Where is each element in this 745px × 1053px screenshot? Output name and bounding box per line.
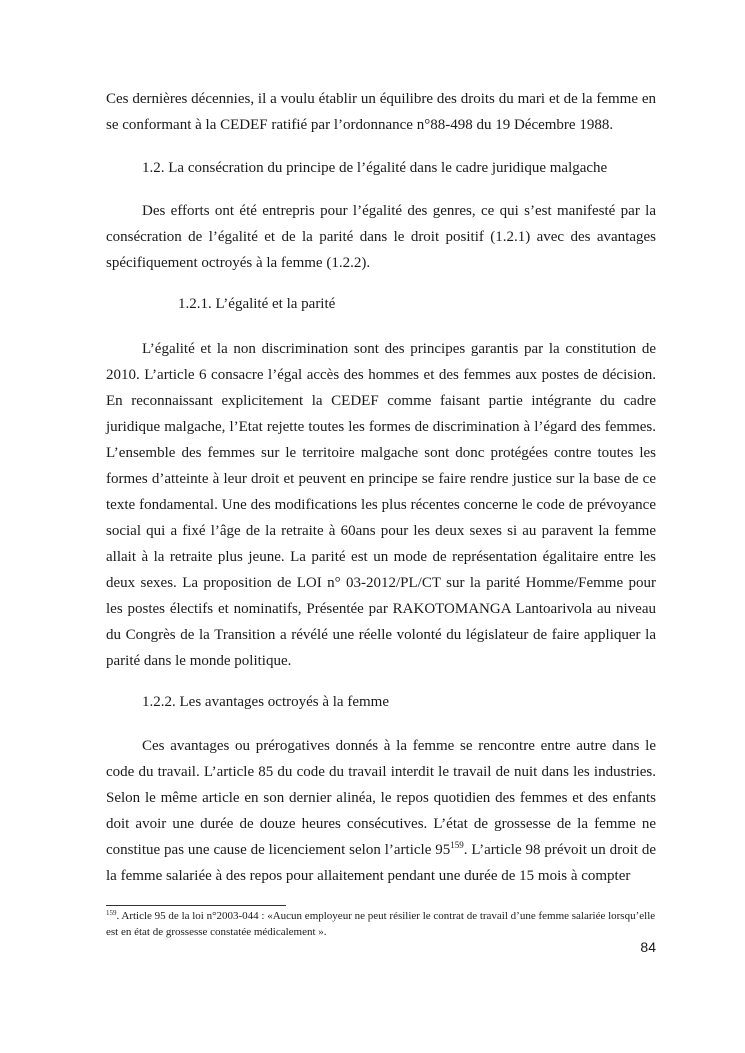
heading-1-2: 1.2. La consécration du principe de l’égalité dans le cadre juridique malgache	[142, 160, 608, 176]
paragraph-text-part: . L’article 98 prévoit un droit de la femme salariée à des repos pour allaitement pendant une durée de 15 mois à compter	[106, 842, 656, 884]
page-number: 84	[640, 939, 656, 955]
footnote-ref: 159	[450, 840, 464, 850]
footnote-separator	[106, 905, 286, 906]
paragraph-egalite	[106, 336, 656, 674]
paragraph-text: L’égalité et la non discrimination sont des principes garantis par la constitution de 2010. L’article 6 consacre l’égal accès des hommes et des femmes aux postes de décision. En reconnaissant explicitement la CEDEF comme faisant partie intégrante du cadre juridique malgache, l’Etat rejette toutes les formes de discrimination à l’égard des femmes. L’ensemble des femmes sur le territoire malgache sont donc protégées contre toutes les formes d’atteinte à leur droit et peuvent en principe se faire rendre justice sur la base de ce texte fondamental. Une des modifications les plus récentes concerne le code de prévoyance social qui a fixé l’âge de la retraite à 60ans pour les deux sexes si au paravent la femme allait à la retraite plus jeune. La parité est un mode de représentation égalitaire entre les deux sexes. La proposition de LOI n° 03-2012/PL/CT sur la parité Homme/Femme pour les postes électifs et nominatifs, Présentée par RAKOTOMANGA Lantoarivola au niveau du Congrès de la Transition a révélé une réelle volonté du législateur de faire appliquer la parité dans le monde politique.	[106, 341, 656, 669]
paragraph-text: Des efforts ont été entrepris pour l’égalité des genres, ce qui s’est manifesté par la consécration de l’égalité et de la parité dans le droit positif (1.2.1) avec des avantages spécifiquement octroyés à la femme (1.2.2).	[106, 203, 656, 271]
heading-1-2-2: 1.2.2. Les avantages octroyés à la femme	[142, 694, 389, 710]
paragraph-avantages	[106, 733, 656, 889]
paragraph-text: Ces dernières décennies, il a voulu établir un équilibre des droits du mari et de la femme en se conformant à la CEDEF ratifié par l’ordonnance n°88-498 du 19 Décembre 1988.	[106, 91, 656, 133]
footnote-number: 159	[106, 909, 117, 917]
heading-1-2-1: 1.2.1. L’égalité et la parité	[178, 296, 336, 312]
paragraph-efforts	[106, 198, 656, 276]
footnote	[106, 908, 656, 940]
footnote-text: . Article 95 de la loi n°2003-044 : «Aucun employeur ne peut résilier le contrat de travail d’une femme salariée lorsqu’elle est en état de grossesse constatée médicalement ».	[106, 910, 656, 938]
paragraph-text-part: Ces avantages ou prérogatives donnés à la femme se rencontre entre autre dans le code du travail. L’article 85 du code du travail interdit le travail de nuit dans les industries. Selon le même article en son dernier alinéa, le repos quotidien des femmes et des enfants doit avoir une durée de douze heures consécutives. L’état de grossesse de la femme ne constitue pas une cause de licenciement selon l’article 95	[106, 738, 656, 858]
paragraph-intro	[106, 86, 656, 138]
paragraph-text	[106, 733, 656, 889]
